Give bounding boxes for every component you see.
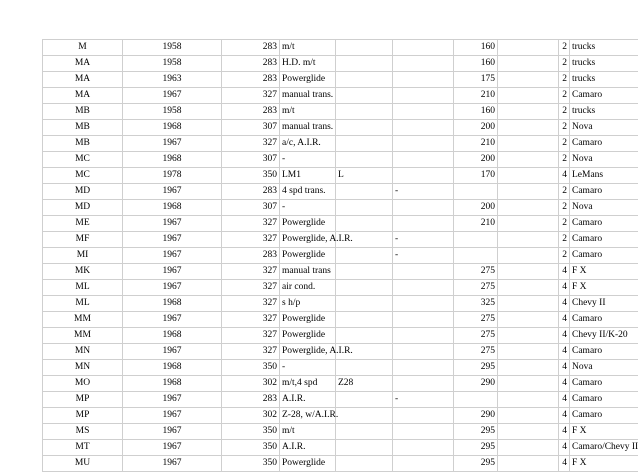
cell-doors: 4 <box>559 424 570 440</box>
table-row <box>43 136 638 152</box>
cell-mid: - <box>393 184 454 200</box>
cell-hp: 160 <box>454 104 498 120</box>
cell-option: Z28 <box>336 376 393 392</box>
cell-mid <box>393 376 454 392</box>
cell-year: 1958 <box>123 40 222 56</box>
cell-blank <box>498 248 559 264</box>
cell-mid <box>393 296 454 312</box>
cell-doors: 4 <box>559 328 570 344</box>
cell-model: Camaro <box>570 392 638 408</box>
engine-code-table <box>42 39 638 472</box>
cell-cid: 307 <box>222 120 280 136</box>
cell-description: Powerglide, A.I.R. <box>280 344 336 360</box>
table-row <box>43 168 638 184</box>
cell-option <box>336 248 393 264</box>
cell-doors: 2 <box>559 184 570 200</box>
table-row <box>43 328 638 344</box>
cell-option <box>336 392 393 408</box>
cell-year: 1967 <box>123 248 222 264</box>
cell-hp <box>454 392 498 408</box>
cell-code: MA <box>43 88 123 104</box>
table-row <box>43 392 638 408</box>
table-row <box>43 40 638 56</box>
cell-hp: 210 <box>454 216 498 232</box>
cell-blank <box>498 72 559 88</box>
table-row <box>43 184 638 200</box>
cell-mid <box>393 344 454 360</box>
table-row <box>43 344 638 360</box>
cell-doors: 2 <box>559 248 570 264</box>
cell-year: 1967 <box>123 408 222 424</box>
cell-mid <box>393 56 454 72</box>
cell-code: MN <box>43 344 123 360</box>
cell-model: Nova <box>570 152 638 168</box>
cell-hp <box>454 232 498 248</box>
cell-hp: 290 <box>454 408 498 424</box>
cell-model: F X <box>570 424 638 440</box>
cell-doors: 2 <box>559 120 570 136</box>
cell-description: H.D. m/t <box>280 56 336 72</box>
cell-cid: 327 <box>222 312 280 328</box>
cell-model: F X <box>570 264 638 280</box>
cell-blank <box>498 408 559 424</box>
cell-cid: 327 <box>222 216 280 232</box>
cell-model: Camaro <box>570 232 638 248</box>
cell-code: MT <box>43 440 123 456</box>
cell-blank <box>498 232 559 248</box>
table-row <box>43 264 638 280</box>
cell-description: A.I.R. <box>280 392 336 408</box>
cell-mid <box>393 280 454 296</box>
table-row <box>43 88 638 104</box>
cell-description: m/t,4 spd <box>280 376 336 392</box>
cell-description: Powerglide <box>280 312 336 328</box>
cell-year: 1967 <box>123 280 222 296</box>
cell-option <box>336 456 393 472</box>
cell-blank <box>498 392 559 408</box>
cell-model: Camaro <box>570 344 638 360</box>
cell-mid <box>393 456 454 472</box>
cell-description: Powerglide, A.I.R. <box>280 232 336 248</box>
cell-description: - <box>280 360 336 376</box>
table-row <box>43 376 638 392</box>
cell-year: 1968 <box>123 376 222 392</box>
cell-doors: 4 <box>559 168 570 184</box>
cell-year: 1967 <box>123 184 222 200</box>
table-row <box>43 200 638 216</box>
cell-code: ML <box>43 280 123 296</box>
cell-blank <box>498 56 559 72</box>
table-row <box>43 56 638 72</box>
cell-option <box>336 312 393 328</box>
cell-year: 1968 <box>123 152 222 168</box>
cell-blank <box>498 104 559 120</box>
cell-mid <box>393 312 454 328</box>
cell-year: 1968 <box>123 360 222 376</box>
cell-model: Nova <box>570 120 638 136</box>
cell-model: Camaro <box>570 408 638 424</box>
cell-cid: 307 <box>222 200 280 216</box>
cell-hp: 275 <box>454 328 498 344</box>
cell-model: F X <box>570 280 638 296</box>
cell-model: Camaro <box>570 312 638 328</box>
cell-cid: 327 <box>222 136 280 152</box>
cell-year: 1958 <box>123 56 222 72</box>
cell-code: MB <box>43 120 123 136</box>
cell-doors: 4 <box>559 392 570 408</box>
cell-doors: 2 <box>559 152 570 168</box>
cell-hp: 295 <box>454 424 498 440</box>
cell-option: L <box>336 168 393 184</box>
cell-year: 1967 <box>123 264 222 280</box>
cell-doors: 2 <box>559 104 570 120</box>
cell-description: Powerglide <box>280 216 336 232</box>
cell-blank <box>498 40 559 56</box>
cell-doors: 4 <box>559 440 570 456</box>
cell-blank <box>498 456 559 472</box>
cell-mid <box>393 168 454 184</box>
cell-code: MC <box>43 168 123 184</box>
cell-blank <box>498 200 559 216</box>
cell-option <box>336 120 393 136</box>
cell-year: 1967 <box>123 440 222 456</box>
cell-cid: 327 <box>222 328 280 344</box>
cell-year: 1963 <box>123 72 222 88</box>
cell-option <box>336 216 393 232</box>
cell-model: Camaro <box>570 376 638 392</box>
table-row <box>43 360 638 376</box>
cell-mid: - <box>393 248 454 264</box>
cell-hp: 160 <box>454 40 498 56</box>
cell-mid <box>393 88 454 104</box>
cell-hp: 200 <box>454 200 498 216</box>
cell-code: MF <box>43 232 123 248</box>
cell-doors: 4 <box>559 312 570 328</box>
cell-year: 1967 <box>123 344 222 360</box>
cell-year: 1968 <box>123 296 222 312</box>
cell-hp: 275 <box>454 280 498 296</box>
cell-code: MS <box>43 424 123 440</box>
cell-model: Camaro <box>570 136 638 152</box>
table-row <box>43 216 638 232</box>
cell-code: MD <box>43 184 123 200</box>
cell-hp: 275 <box>454 264 498 280</box>
cell-option <box>336 40 393 56</box>
cell-year: 1967 <box>123 88 222 104</box>
cell-blank <box>498 344 559 360</box>
cell-blank <box>498 312 559 328</box>
cell-option <box>336 328 393 344</box>
table-row <box>43 248 638 264</box>
cell-blank <box>498 184 559 200</box>
cell-year: 1967 <box>123 392 222 408</box>
cell-year: 1967 <box>123 424 222 440</box>
cell-blank <box>498 136 559 152</box>
cell-cid: 327 <box>222 280 280 296</box>
cell-mid <box>393 120 454 136</box>
table-row <box>43 408 638 424</box>
cell-mid <box>393 408 454 424</box>
cell-cid: 283 <box>222 40 280 56</box>
cell-model: Camaro <box>570 184 638 200</box>
cell-blank <box>498 440 559 456</box>
cell-description: a/c, A.I.R. <box>280 136 336 152</box>
cell-doors: 2 <box>559 72 570 88</box>
cell-description: manual trans. <box>280 88 336 104</box>
cell-cid: 350 <box>222 360 280 376</box>
cell-blank <box>498 120 559 136</box>
cell-mid <box>393 424 454 440</box>
cell-code: MA <box>43 72 123 88</box>
cell-description: Powerglide <box>280 456 336 472</box>
cell-model: Camaro <box>570 216 638 232</box>
cell-model: trucks <box>570 72 638 88</box>
cell-blank <box>498 168 559 184</box>
cell-hp: 200 <box>454 120 498 136</box>
cell-cid: 283 <box>222 392 280 408</box>
cell-cid: 302 <box>222 376 280 392</box>
cell-model: Camaro <box>570 248 638 264</box>
cell-code: MB <box>43 104 123 120</box>
cell-code: MI <box>43 248 123 264</box>
cell-hp: 170 <box>454 168 498 184</box>
table-row <box>43 424 638 440</box>
cell-mid <box>393 264 454 280</box>
cell-description: s h/p <box>280 296 336 312</box>
cell-option <box>336 424 393 440</box>
cell-model: Nova <box>570 360 638 376</box>
cell-mid <box>393 328 454 344</box>
cell-cid: 327 <box>222 88 280 104</box>
cell-doors: 2 <box>559 56 570 72</box>
cell-mid <box>393 200 454 216</box>
cell-blank <box>498 328 559 344</box>
cell-cid: 327 <box>222 296 280 312</box>
cell-option <box>336 88 393 104</box>
cell-mid: - <box>393 232 454 248</box>
cell-code: MP <box>43 408 123 424</box>
cell-model: F X <box>570 456 638 472</box>
cell-cid: 302 <box>222 408 280 424</box>
cell-description: 4 spd trans. <box>280 184 336 200</box>
cell-description: Powerglide <box>280 328 336 344</box>
cell-code: M <box>43 40 123 56</box>
cell-year: 1967 <box>123 216 222 232</box>
table-body <box>43 40 638 472</box>
cell-hp: 295 <box>454 456 498 472</box>
cell-year: 1967 <box>123 312 222 328</box>
cell-doors: 4 <box>559 360 570 376</box>
cell-code: MN <box>43 360 123 376</box>
cell-code: MP <box>43 392 123 408</box>
table-row <box>43 232 638 248</box>
cell-hp: 210 <box>454 136 498 152</box>
cell-blank <box>498 360 559 376</box>
cell-hp: 295 <box>454 440 498 456</box>
table-row <box>43 296 638 312</box>
cell-description: air cond. <box>280 280 336 296</box>
cell-model: Camaro <box>570 88 638 104</box>
cell-year: 1967 <box>123 456 222 472</box>
cell-doors: 4 <box>559 296 570 312</box>
cell-code: ME <box>43 216 123 232</box>
table-row <box>43 120 638 136</box>
cell-year: 1967 <box>123 136 222 152</box>
cell-doors: 4 <box>559 280 570 296</box>
cell-description: Powerglide <box>280 248 336 264</box>
cell-hp: 160 <box>454 56 498 72</box>
cell-doors: 4 <box>559 376 570 392</box>
cell-doors: 4 <box>559 456 570 472</box>
cell-cid: 283 <box>222 248 280 264</box>
cell-model: trucks <box>570 40 638 56</box>
cell-option <box>336 104 393 120</box>
cell-hp: 275 <box>454 344 498 360</box>
cell-blank <box>498 216 559 232</box>
cell-mid <box>393 104 454 120</box>
cell-option <box>336 72 393 88</box>
cell-blank <box>498 376 559 392</box>
cell-mid <box>393 216 454 232</box>
table-row <box>43 280 638 296</box>
cell-code: MO <box>43 376 123 392</box>
cell-year: 1958 <box>123 104 222 120</box>
cell-hp <box>454 248 498 264</box>
cell-code: MC <box>43 152 123 168</box>
cell-model: LeMans <box>570 168 638 184</box>
cell-doors: 2 <box>559 216 570 232</box>
cell-code: ML <box>43 296 123 312</box>
cell-doors: 2 <box>559 136 570 152</box>
cell-cid: 283 <box>222 184 280 200</box>
cell-doors: 4 <box>559 264 570 280</box>
cell-cid: 327 <box>222 232 280 248</box>
cell-code: MM <box>43 312 123 328</box>
cell-hp: 295 <box>454 360 498 376</box>
cell-description: m/t <box>280 40 336 56</box>
cell-hp: 275 <box>454 312 498 328</box>
cell-code: MK <box>43 264 123 280</box>
cell-mid <box>393 440 454 456</box>
cell-doors: 2 <box>559 200 570 216</box>
cell-blank <box>498 424 559 440</box>
cell-doors: 4 <box>559 344 570 360</box>
table-row <box>43 152 638 168</box>
cell-description: A.I.R. <box>280 440 336 456</box>
cell-description: - <box>280 152 336 168</box>
cell-code: MD <box>43 200 123 216</box>
cell-option <box>336 360 393 376</box>
cell-cid: 283 <box>222 56 280 72</box>
cell-mid <box>393 40 454 56</box>
cell-cid: 350 <box>222 440 280 456</box>
cell-description: Powerglide <box>280 72 336 88</box>
cell-blank <box>498 280 559 296</box>
cell-option <box>336 280 393 296</box>
cell-description: - <box>280 200 336 216</box>
cell-option <box>336 56 393 72</box>
cell-hp <box>454 184 498 200</box>
cell-cid: 350 <box>222 424 280 440</box>
cell-doors: 4 <box>559 408 570 424</box>
cell-mid <box>393 360 454 376</box>
cell-option <box>336 184 393 200</box>
cell-option <box>336 200 393 216</box>
cell-cid: 283 <box>222 104 280 120</box>
cell-model: Camaro/Chevy II <box>570 440 638 456</box>
cell-year: 1968 <box>123 328 222 344</box>
cell-blank <box>498 88 559 104</box>
cell-option <box>336 440 393 456</box>
cell-cid: 327 <box>222 264 280 280</box>
cell-blank <box>498 152 559 168</box>
cell-code: MU <box>43 456 123 472</box>
cell-description: LM1 <box>280 168 336 184</box>
cell-doors: 2 <box>559 40 570 56</box>
cell-code: MM <box>43 328 123 344</box>
cell-model: trucks <box>570 56 638 72</box>
table-row <box>43 440 638 456</box>
cell-description: manual trans <box>280 264 336 280</box>
table-row <box>43 312 638 328</box>
cell-year: 1968 <box>123 120 222 136</box>
cell-option <box>336 296 393 312</box>
cell-mid <box>393 152 454 168</box>
cell-code: MB <box>43 136 123 152</box>
cell-description: manual trans. <box>280 120 336 136</box>
cell-mid: - <box>393 392 454 408</box>
cell-code: MA <box>43 56 123 72</box>
cell-option <box>336 408 393 424</box>
cell-model: Chevy II/K-20 <box>570 328 638 344</box>
cell-cid: 350 <box>222 456 280 472</box>
cell-model: Chevy II <box>570 296 638 312</box>
cell-description: Z-28, w/A.I.R. <box>280 408 336 424</box>
cell-mid <box>393 72 454 88</box>
cell-hp: 175 <box>454 72 498 88</box>
table-row <box>43 104 638 120</box>
cell-model: Nova <box>570 200 638 216</box>
cell-cid: 307 <box>222 152 280 168</box>
cell-description: m/t <box>280 424 336 440</box>
cell-cid: 327 <box>222 344 280 360</box>
cell-blank <box>498 264 559 280</box>
table-row <box>43 72 638 88</box>
cell-option <box>336 264 393 280</box>
cell-year: 1968 <box>123 200 222 216</box>
cell-hp: 210 <box>454 88 498 104</box>
cell-option <box>336 152 393 168</box>
cell-model: trucks <box>570 104 638 120</box>
cell-hp: 200 <box>454 152 498 168</box>
cell-blank <box>498 296 559 312</box>
cell-year: 1967 <box>123 232 222 248</box>
cell-doors: 2 <box>559 232 570 248</box>
cell-cid: 283 <box>222 72 280 88</box>
cell-hp: 290 <box>454 376 498 392</box>
cell-year: 1978 <box>123 168 222 184</box>
cell-cid: 350 <box>222 168 280 184</box>
cell-doors: 2 <box>559 88 570 104</box>
cell-hp: 325 <box>454 296 498 312</box>
cell-description: m/t <box>280 104 336 120</box>
table-row <box>43 456 638 472</box>
cell-mid <box>393 136 454 152</box>
cell-option <box>336 136 393 152</box>
